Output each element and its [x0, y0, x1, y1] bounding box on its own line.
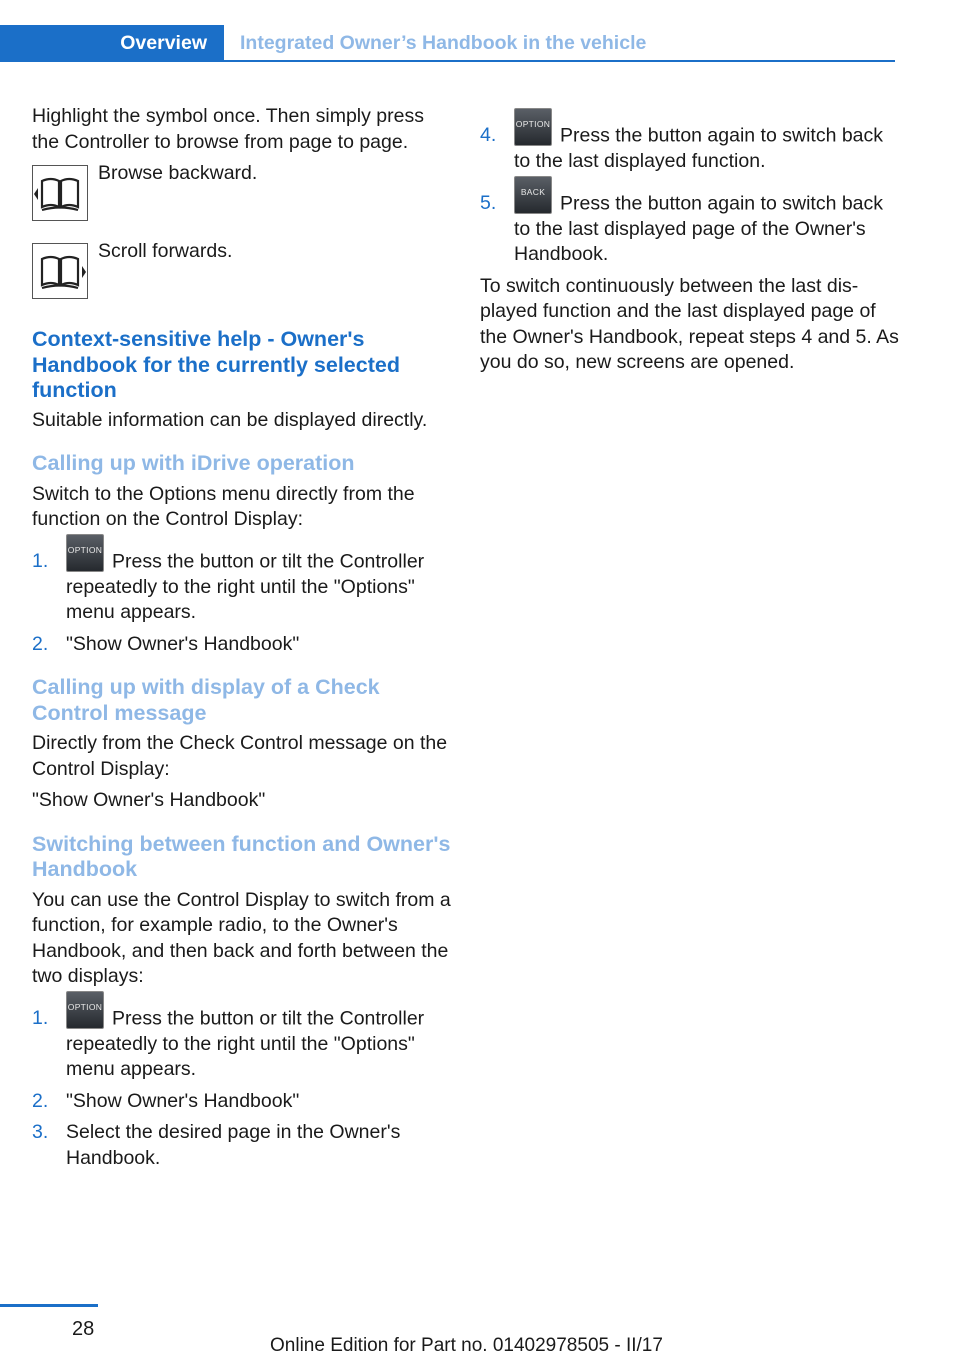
step-text: Press the button again to switch back to the last displayed function. [514, 124, 884, 172]
step-text: "Show Owner's Handbook" [66, 1089, 300, 1112]
step-number: 2. [32, 632, 49, 655]
edition-text: Online Edition for Part no. 01402978505 - II/17 [270, 1335, 663, 1356]
switching-heading: Switching between function and Owner's Handbook [32, 831, 451, 881]
tab-section-title[interactable]: Integrated Owner’s Handbook in the vehicle [240, 32, 647, 54]
list-item [32, 1001, 452, 1083]
switching-text: You can use the Control Display to switch from a function, for example radio, to the Owner's Handbook, and then back and forth between the two displays: [32, 888, 451, 987]
right-steps [480, 119, 900, 268]
list-item [32, 1089, 452, 1115]
scroll-forwards-row [32, 240, 452, 311]
step-text: Press the button again to switch back to the last displayed page of the Owner's Handbook. [514, 192, 884, 265]
list-item [32, 544, 452, 626]
browse-backward-label: Browse backward. [98, 162, 258, 184]
tab-overview[interactable]: Overview [0, 25, 224, 62]
step-number: 1. [32, 1006, 49, 1029]
intro-text: Highlight the symbol once. Then simply press the Controller to browse from page to page. [32, 105, 424, 153]
context-help-text: Suitable information can be displayed directly. [32, 408, 428, 431]
idrive-text: Switch to the Options menu directly from the function on the Control Display: [32, 482, 415, 530]
step-number: 5. [480, 191, 497, 214]
back-button-icon: BACK [514, 176, 552, 214]
option-button-icon: OPTION [514, 108, 552, 146]
header-bar [0, 25, 895, 62]
right-column [480, 119, 900, 382]
idrive-steps [32, 544, 452, 658]
scroll-forwards-label: Scroll forwards. [98, 240, 233, 262]
browse-backward-row [32, 162, 452, 233]
list-item [32, 1120, 452, 1171]
option-button-icon: OPTION [66, 991, 104, 1029]
book-forward-icon [32, 243, 88, 299]
idrive-heading: Calling up with iDrive operation [32, 451, 355, 475]
context-help-heading: Context-sensitive help - Owner's Handbook for the currently selected function [32, 327, 400, 402]
book-back-icon [32, 165, 88, 221]
step-number: 3. [32, 1121, 49, 1143]
check-control-heading: Calling up with display of a Check Control message [32, 675, 380, 725]
step-number: 4. [480, 124, 497, 146]
step-text: "Show Owner's Handbook" [66, 632, 300, 655]
step-text: Press the button or tilt the Controller repeatedly to the right until the "Options" menu appears. [66, 550, 425, 623]
check-control-text-2: "Show Owner's Handbook" [32, 789, 266, 811]
step-number: 2. [32, 1089, 49, 1112]
step-text: Select the desired page in the Owner's Handbook. [66, 1121, 401, 1169]
step-number: 1. [32, 549, 49, 572]
left-column [32, 104, 452, 1177]
list-item [480, 119, 900, 175]
check-control-text: Directly from the Check Control message on the Control Display: [32, 732, 448, 780]
step-text: Press the button or tilt the Controller repeatedly to the right until the "Options" menu appears. [66, 1007, 425, 1080]
footer-rule [0, 1304, 98, 1307]
list-item [32, 632, 452, 658]
switching-steps [32, 1001, 452, 1172]
page-number: 28 [72, 1318, 95, 1340]
list-item [480, 186, 900, 268]
option-button-icon: OPTION [66, 534, 104, 572]
continuous-switch-text: To switch continuously between the last dis‐ played function and the last displayed page of the Owner's Handbook, repeat steps 4 and 5. As you do so, new screens are opened. [480, 274, 899, 373]
